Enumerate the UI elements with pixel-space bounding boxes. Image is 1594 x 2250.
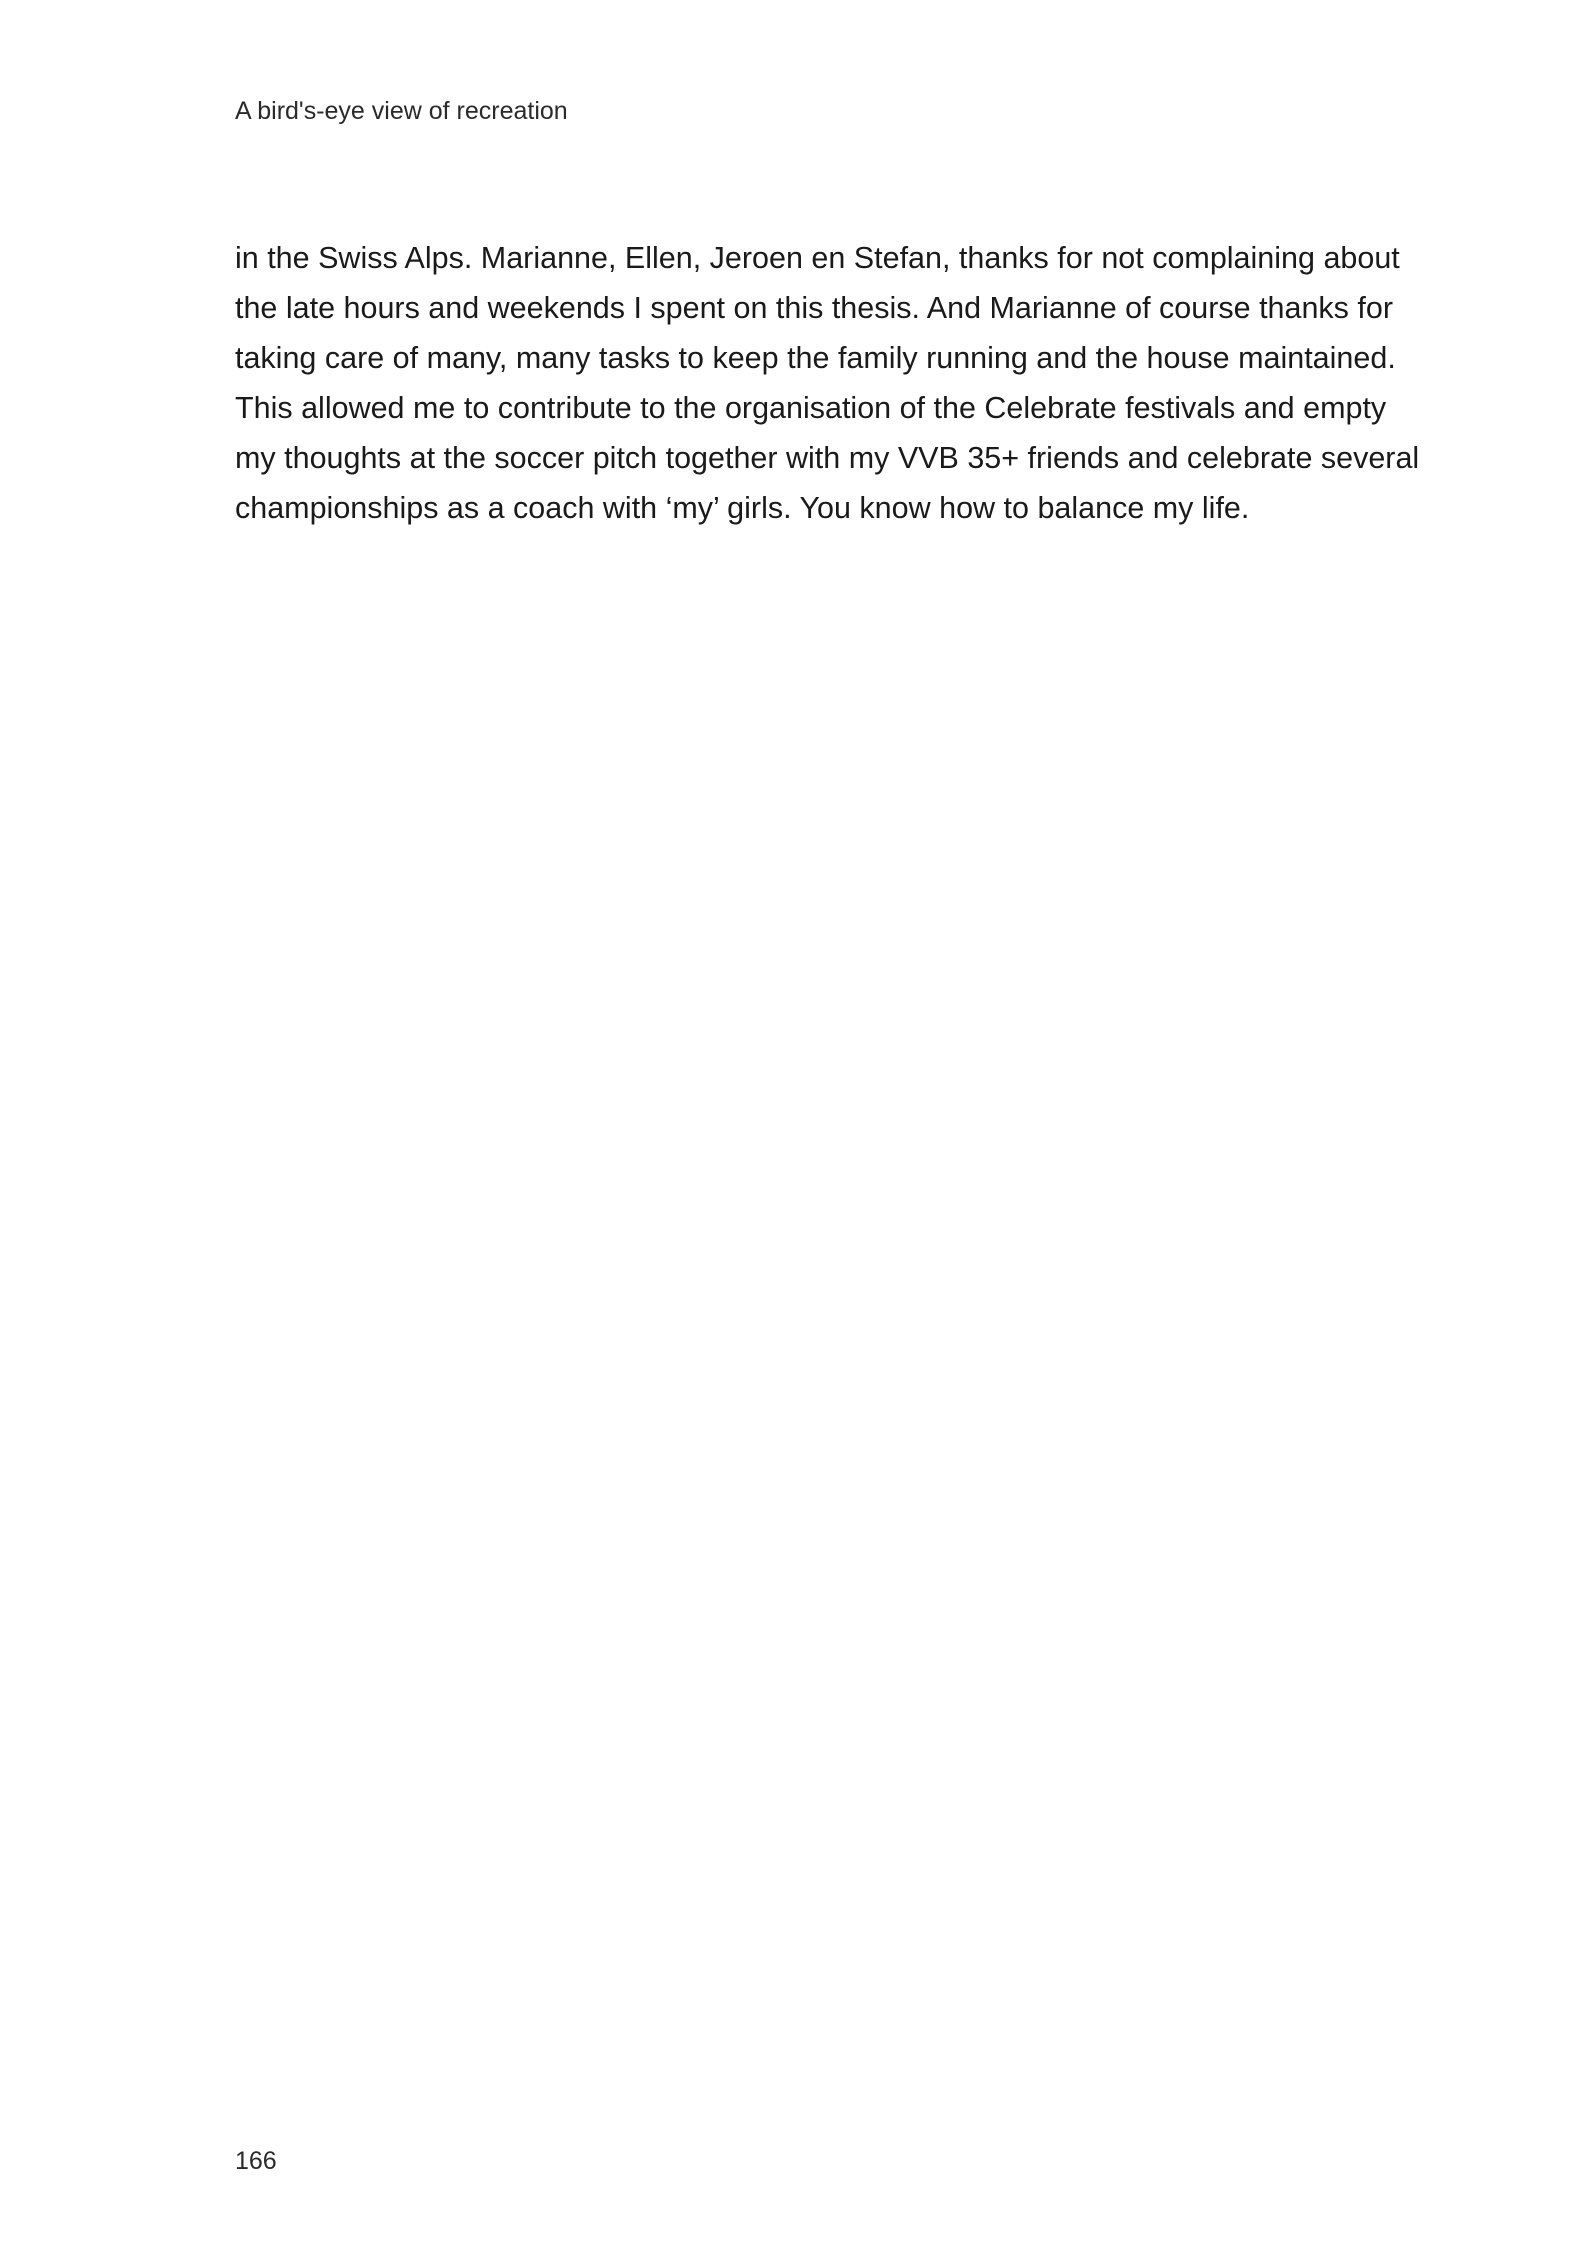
running-header: A bird's-eye view of recreation [235, 97, 568, 125]
paragraph-line: This allowed me to contribute to the organisation of the Celebrate festivals and empty [235, 391, 1387, 425]
paragraph-line: in the Swiss Alps. Marianne, Ellen, Jeroen en Stefan, thanks for not complaining about [235, 241, 1400, 275]
body-paragraph [235, 233, 1420, 533]
paragraph-line: my thoughts at the soccer pitch together with my VVB 35+ friends and celebrate several [235, 441, 1420, 475]
page-number: 166 [235, 2147, 277, 2175]
paragraph-line: the late hours and weekends I spent on this thesis. And Marianne of course thanks for [235, 291, 1394, 325]
paragraph-line: taking care of many, many tasks to keep the family running and the house maintained. [235, 341, 1396, 375]
paragraph-line: championships as a coach with ‘my’ girls. You know how to balance my life. [235, 491, 1250, 525]
